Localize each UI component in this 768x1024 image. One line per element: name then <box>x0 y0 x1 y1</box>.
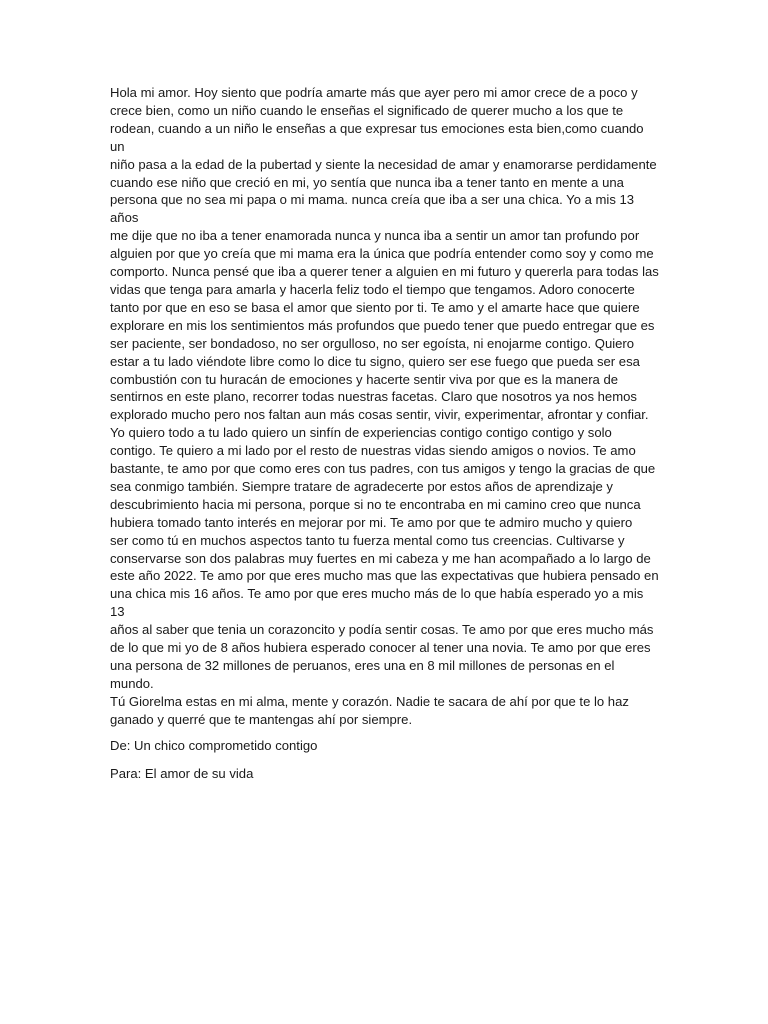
letter-page <box>110 84 660 792</box>
letter-body: Hola mi amor. Hoy siento que podría amarte más que ayer pero mi amor crece de a poco y crece bien, como un niño cuando le enseñas el significado de querer mucho a los que te rodean, cuando a un niño le enseñas a que expresar tus emociones esta bien,como cuando un niño pasa a la edad de la pubertad y siente la necesidad de amar y enamorarse perdidamente cuando ese niño que creció en mi, yo sentía que nunca iba a tener tanto en mente a una persona que no sea mi papa o mi mama. nunca creía que iba a ser una chica. Yo a mis 13 años me dije que no iba a tener enamorada nunca y nunca iba a sentir un amor tan profundo por alguien por que yo creía que mi mama era la única que podría entender como soy y como me comporto. Nunca pensé que iba a querer tener a alguien en mi futuro y quererla para todas las vidas que tenga para amarla y hacerla feliz todo el tiempo que tengamos. Adoro conocerte tanto por que en eso se basa el amor que siento por ti. Te amo y el amarte hace que quiere explorare en mis los sentimientos más profundos que puedo tener que puedo entregar que es ser paciente, ser bondadoso, no ser orgulloso, no ser egoísta, ni enojarme contigo. Quiero estar a tu lado viéndote libre como lo dice tu signo, quiero ser ese fuego que pueda ser esa combustión con tu huracán de emociones y hacerte sentir viva por que es la manera de sentirnos en este plano, recorrer todas nuestras facetas. Claro que nosotros ya nos hemos explorado mucho pero nos faltan aun más cosas sentir, vivir, experimentar, afrontar y confiar. Yo quiero todo a tu lado quiero un sinfín de experiencias contigo contigo contigo y solo contigo. Te quiero a mi lado por el resto de nuestras vidas siendo amigos o novios. Te amo bastante, te amo por que como eres con tus padres, con tus amigos y tengo la gracias de que sea conmigo también. Siempre tratare de agradecerte por estos años de aprendizaje y descubrimiento hacia mi persona, porque si no te encontraba en mi camino creo que nunca hubiera tomado tanto interés en mejorar por mi. Te amo por que te admiro mucho y quiero ser como tú en muchos aspectos tanto tu fuerza mental como tus creencias. Cultivarse y conservarse son dos palabras muy fuertes en mi cabeza y me han acompañado a lo largo de este año 2022. Te amo por que eres mucho mas que las expectativas que hubiera pensado en una chica mis 16 años. Te amo por que eres mucho más de lo que había esperado yo a mis 13 años al saber que tenia un corazoncito y podía sentir cosas. Te amo por que eres mucho más de lo que mi yo de 8 años hubiera esperado conocer al tener una novia. Te amo por que eres una persona de 32 millones de peruanos, eres una en 8 mil millones de personas en el mundo. Tú Giorelma estas en mi alma, mente y corazón. Nadie te sacara de ahí por que te lo haz ganado y querré que te mantengas ahí por siempre. <box>110 85 659 727</box>
letter-to-line: Para: El amor de su vida <box>110 765 254 781</box>
letter-from-line: De: Un chico comprometido contigo <box>110 737 318 753</box>
